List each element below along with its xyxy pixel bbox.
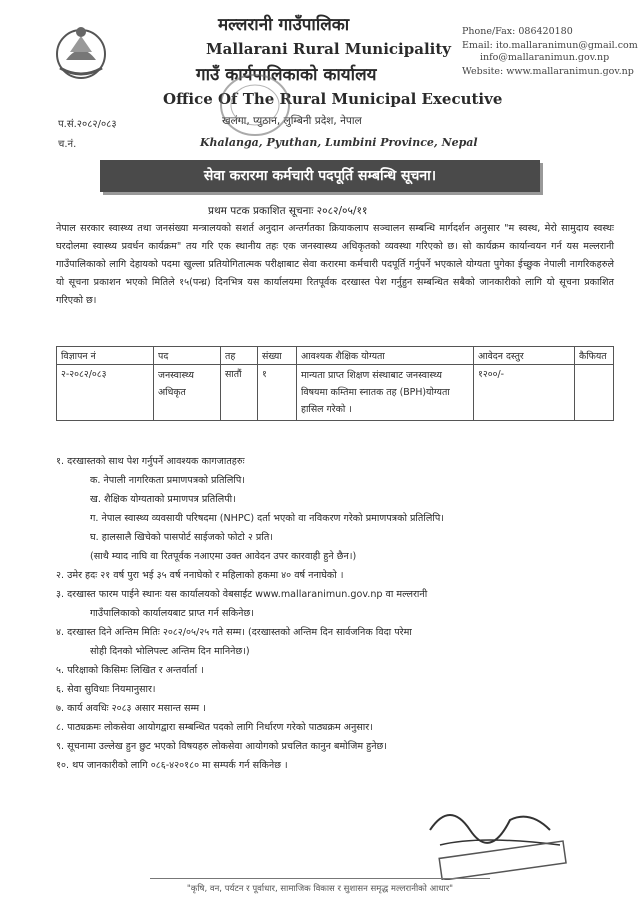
contact-email: Email: ito.mallaranimun@gmail.com: [462, 40, 638, 51]
col-remarks: कैफियत: [575, 347, 614, 365]
col-ad-number: विज्ञापन नं: [57, 347, 154, 365]
contact-block: [462, 26, 638, 78]
col-count: संख्या: [258, 347, 297, 365]
list-item-4: ४. दरखास्त दिने अन्तिम मितिः २०८२/०५/२५ गते सम्म। (दरखास्तको अन्तिम दिन सार्वजनिक विदा परेमा: [56, 627, 412, 638]
list-item-1d: घ. हालसालै खिचेको पासपोर्ट साईजको फोटो २ प्रति।: [90, 532, 273, 543]
contact-website: Website: www.mallaranimun.gov.np: [462, 66, 634, 77]
municipality-name-en: Mallarani Rural Municipality: [206, 40, 451, 58]
list-item-3: ३. दरखास्त फारम पाईने स्थानः यस कार्यालयको वेबसाईट www.mallaranimun.gov.np वा मल्लरानी: [56, 589, 428, 600]
municipality-name-np: मल्लरानी गाउँपालिका: [218, 15, 350, 35]
table-row: [57, 365, 614, 421]
signature-icon: [420, 790, 570, 880]
col-post: पद: [154, 347, 221, 365]
nepal-emblem-icon: [52, 22, 110, 84]
cell-fee: १२००/-: [474, 365, 575, 421]
publish-date-line: प्रथम पटक प्रकाशित सूचनाः २०८२/०५/११: [208, 205, 368, 217]
cell-ad-number: २-२०८२/०८३: [57, 365, 154, 421]
notice-title-banner: सेवा करारमा कर्मचारी पदपूर्ति सम्बन्धि सूचना।: [100, 160, 540, 192]
list-item-8: ८. पाठ्यक्रमः लोकसेवा आयोगद्वारा सम्बन्धित पदको लागि निर्धारण गरेको पाठ्यक्रम अनुसार।: [56, 722, 373, 733]
letter-number: प.सं.२०८२/०८३: [58, 119, 117, 130]
address-en: Khalanga, Pyuthan, Lumbini Province, Nepal: [200, 136, 478, 149]
list-item-4-cont: सोही दिनको भोलिपल्ट अन्तिम दिन मानिनेछ।): [90, 646, 250, 657]
list-item-7: ७. कार्य अवधिः २०८३ असार मसान्त सम्म ।: [56, 703, 206, 714]
footer-slogan: "कृषि, वन, पर्यटन र पूर्वाधार, सामाजिक विकास र सुशासन समृद्ध मल्लरानीको आधार": [150, 878, 490, 894]
office-stamp-icon: [215, 70, 295, 140]
address-np: खलंगा, प्युठान, लुम्बिनी प्रदेश, नेपाल: [222, 115, 362, 127]
list-item-1b: ख. शैक्षिक योग्यताको प्रमाणपत्र प्रतिलिपी।: [90, 494, 236, 505]
contact-phone: Phone/Fax: 086420180: [462, 26, 573, 37]
cell-level: सातौं: [221, 365, 258, 421]
table-header-row: [57, 347, 614, 365]
col-qualification: आवश्यक शैक्षिक योग्यता: [297, 347, 474, 365]
col-level: तह: [221, 347, 258, 365]
list-item-1-note: (साथै म्याद नाघि वा रितपूर्वक नआएमा उक्त आवेदन उपर कारवाही हुने छैन।): [90, 551, 357, 562]
requirements-list: [56, 452, 616, 775]
list-item-10: १०. थप जानकारीको लागि ०८६-४२०१८० मा सम्पर्क गर्न सकिनेछ ।: [56, 760, 288, 771]
contact-email-2: info@mallaranimun.gov.np: [480, 52, 610, 63]
list-item-2: २. उमेर हदः २१ वर्ष पुरा भई ३५ वर्ष ननाघेको र महिलाको हकमा ४० वर्ष ननाघेको ।: [56, 570, 344, 581]
office-name-en: Office Of The Rural Municipal Executive: [163, 90, 503, 108]
dispatch-number: च.नं.: [58, 139, 77, 150]
list-item-6: ६. सेवा सुविधाः नियमानुसार।: [56, 684, 156, 695]
cell-qualification: मान्यता प्राप्त शिक्षण संस्थाबाट जनस्वास्थ्य विषयमा कम्तिमा स्नातक तह (BPH)योग्यता हासिल गरेको ।: [297, 365, 474, 421]
vacancy-table: [56, 346, 614, 421]
cell-count: १: [258, 365, 297, 421]
list-item-3-cont: गाउँपालिकाको कार्यालयबाट प्राप्त गर्न सकिनेछ।: [90, 608, 254, 619]
list-item-5: ५. परिक्षाको किसिमः लिखित र अन्तर्वार्ता ।: [56, 665, 204, 676]
list-item-1a: क. नेपाली नागरिकता प्रमाणपत्रको प्रतिलिपि।: [90, 475, 245, 486]
list-item-1c: ग. नेपाल स्वास्थ्य व्यवसायी परिषदमा (NHPC) दर्ता भएको वा नविकरण गरेको प्रमाणपत्रको प्रतिलिपि।: [90, 513, 444, 524]
list-item-1: १. दरखास्तको साथ पेश गर्नुपर्ने आवश्यक कागजातहरुः: [56, 456, 245, 467]
cell-remarks: [575, 365, 614, 421]
office-name-np: गाउँ कार्यपालिकाको कार्यालय: [196, 65, 377, 85]
cell-post: जनस्वास्थ्य अधिकृत: [154, 365, 221, 421]
col-fee: आवेदन दस्तुर: [474, 347, 575, 365]
intro-paragraph: नेपाल सरकार स्वास्थ्य तथा जनसंख्या मन्त्रालयको सशर्त अनुदान अन्तर्गतका क्रियाकलाप सञ्चालन सम्बन्धि मार्गदर्शन अनुसार "म स्वस्थ, मेरो सामुदाय स्वस्थः घरदोलमा स्वास्थ्य प्रवर्धन कार्यक्रम" तय गरि एक स्थानीय तहः एक जनस्वास्थ्य अधिकृतको व्यवस्था गरिएको छ। सो कार्यक्रम कार्यान्वयन गर्न यस मल्लरानी गाउँपालिकाको लागि देहायको पदमा खुल्ला प्रतियोगितात्मक परीक्षाबाट सेवा करारमा कर्मचारी पदपूर्ति गर्नुपर्ने भएकाले योग्यता पुगेका ईच्छुक नेपाली नागरिकहरुले यो सूचना प्रकाशन भएको मितिले १५(पन्ध्र) दिनभित्र यस कार्यालयमा रितपूर्वक दरखास्त पेश गर्नुहुन सम्बन्धित सबैको जानकारीको लागि यो सूचना प्रकाशित गरिएको छ।: [56, 223, 614, 306]
list-item-9: ९. सूचनामा उल्लेख हुन छुट भएको विषयहरु लोकसेवा आयोगको प्रचलित कानुन बमोजिम हुनेछ।: [56, 741, 387, 752]
